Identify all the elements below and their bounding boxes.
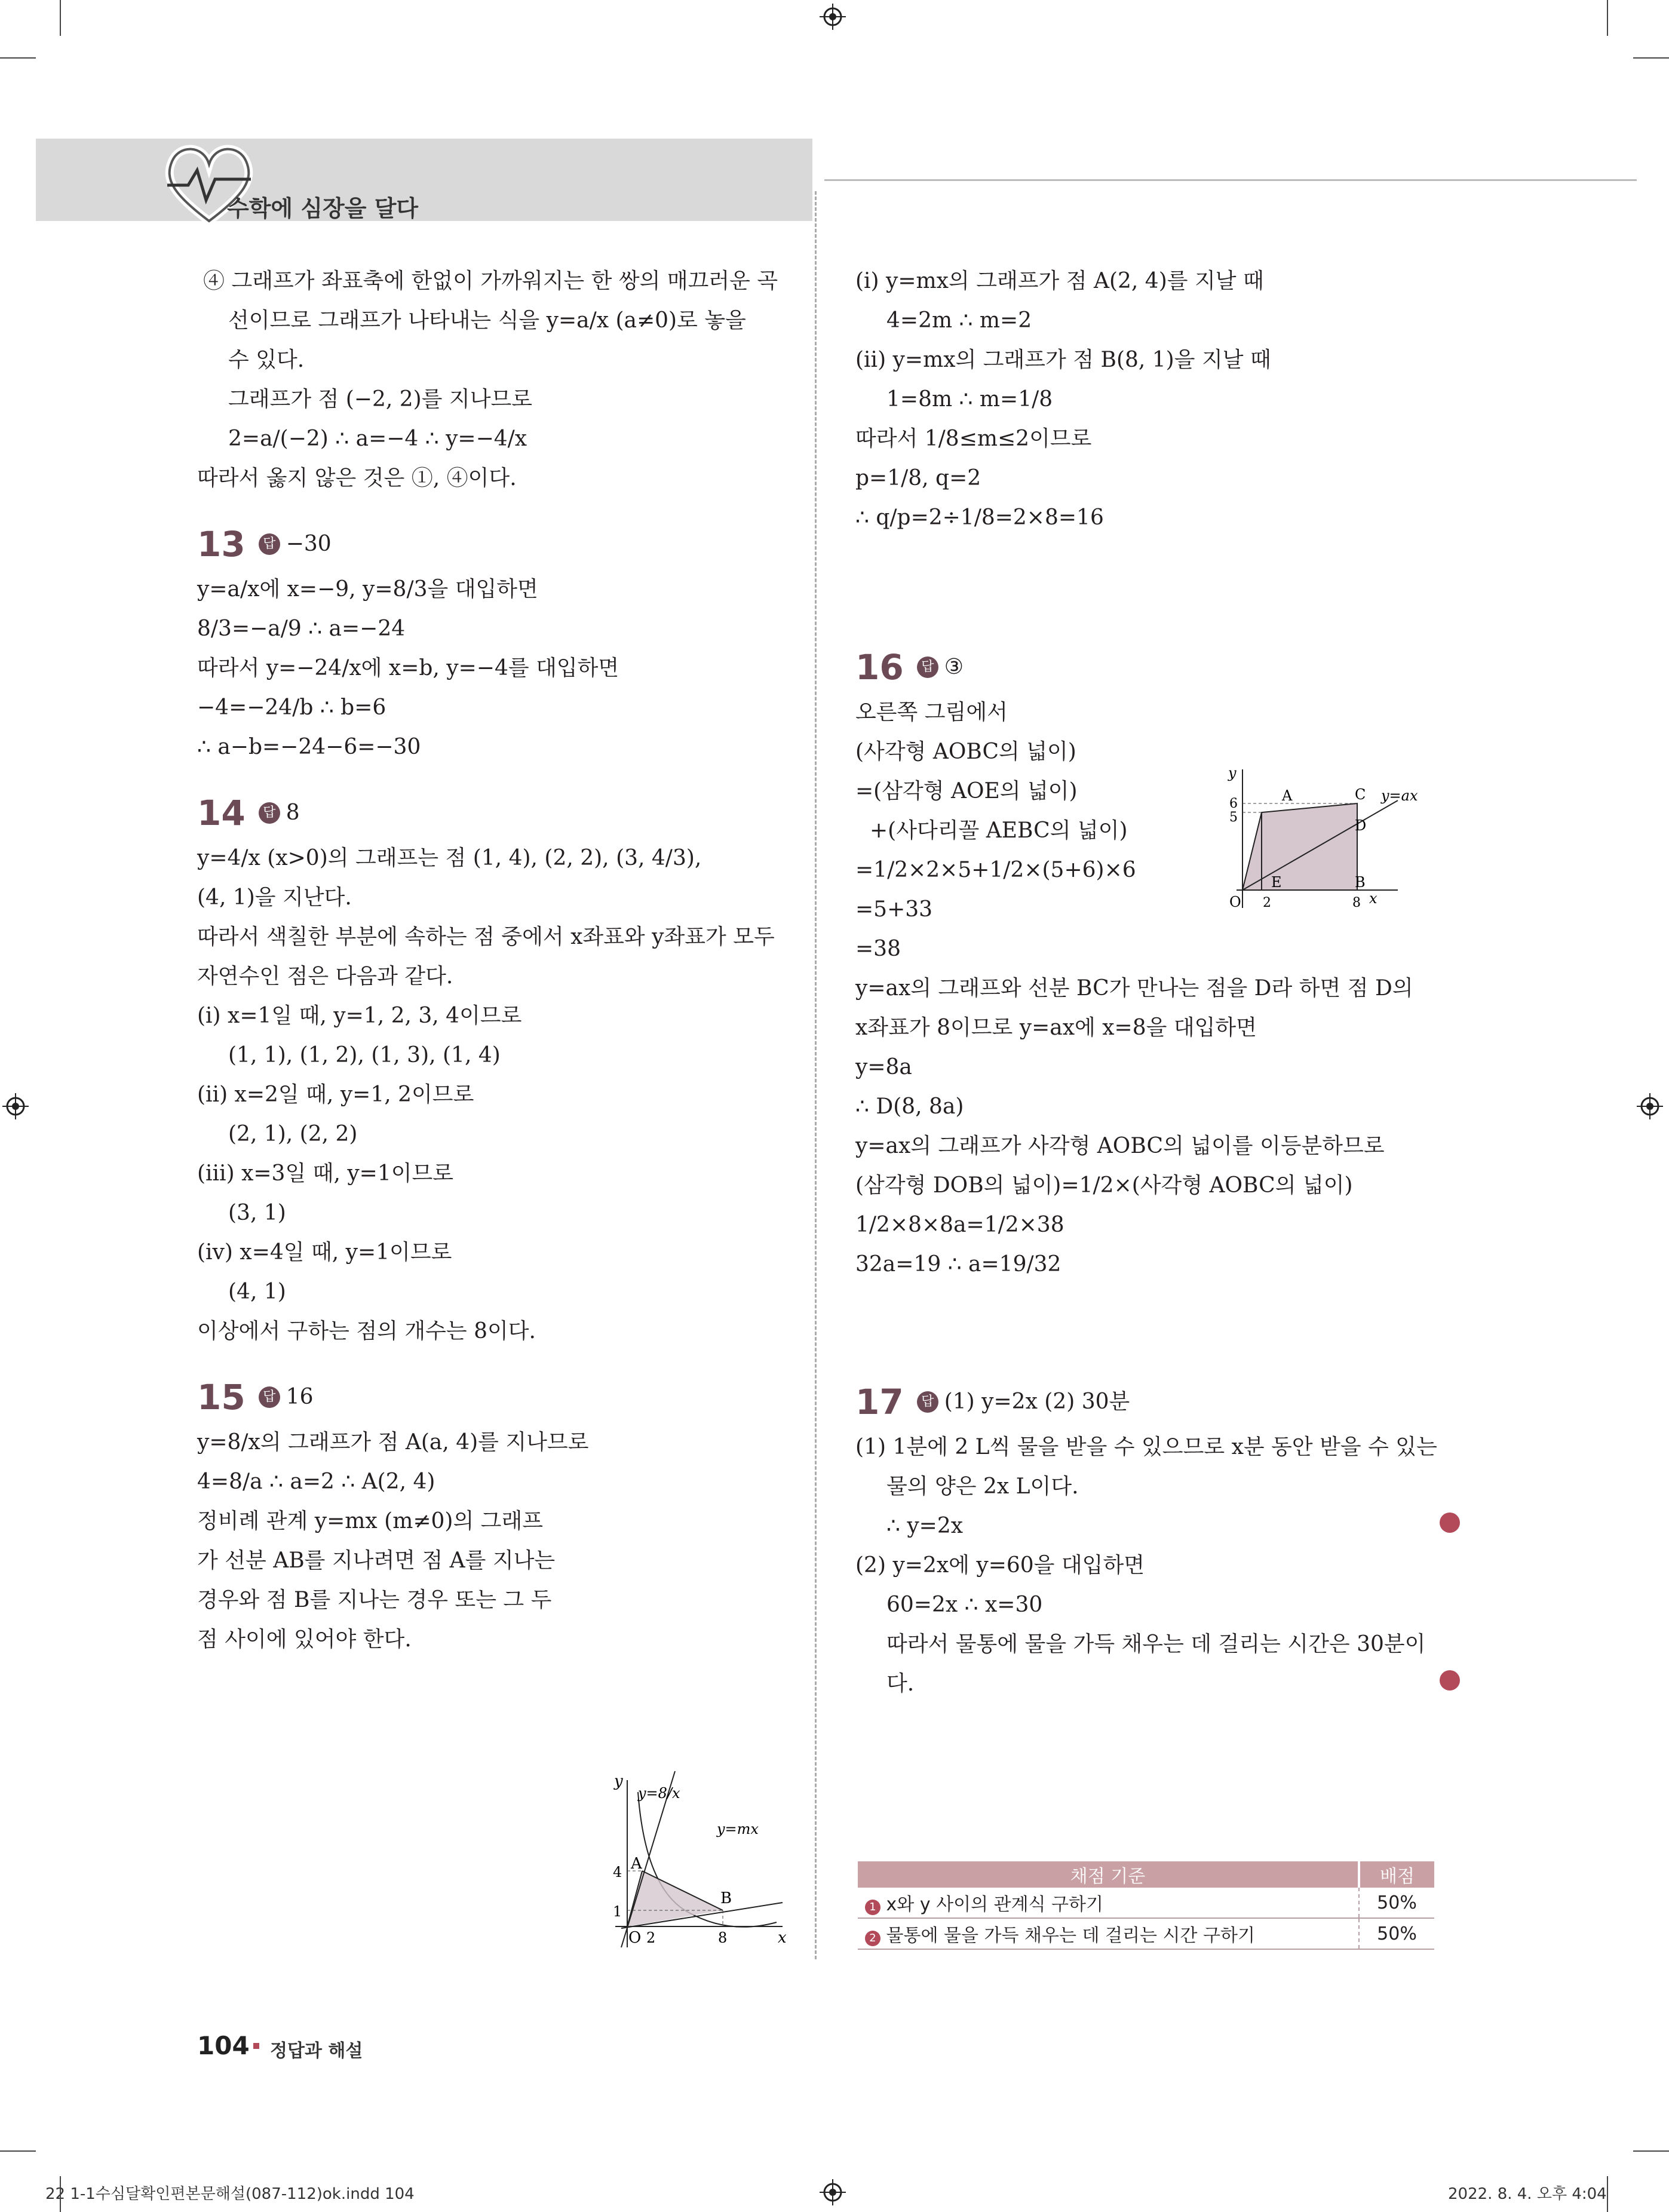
text-line: 4=8/a ∴ a=2 ∴ A(2, 4)	[197, 1469, 435, 1494]
fig-tick-8: 8	[1352, 895, 1361, 910]
text-line: p=1/8, q=2	[855, 466, 981, 490]
q16-number: 16	[855, 647, 904, 688]
text-line: =38	[855, 937, 901, 961]
registration-mark-icon	[1637, 1093, 1663, 1119]
footer-label: 정답과 해설	[270, 2041, 363, 2061]
text-line: 8/3=−a/9 ∴ a=−24	[197, 616, 406, 641]
crop-mark	[60, 0, 61, 36]
text-line: ∴ a−b=−24−6=−30	[197, 735, 421, 759]
text-line: (ⅱ) y=mx의 그래프가 점 B(8, 1)을 지날 때	[855, 348, 1271, 372]
step-1-icon: 1	[865, 1900, 880, 1915]
text-line: ④ 그래프가 좌표축에 한없이 가까워지는 한 쌍의 매끄러운 곡	[203, 269, 778, 293]
fig-line-label: y=ax	[1381, 787, 1418, 804]
fig-point-c: C	[1355, 786, 1366, 803]
text-line: (4, 1)을 지난다.	[197, 885, 352, 910]
fig-point-a: A	[631, 1855, 642, 1873]
text-line: 선이므로 그래프가 나타내는 식을 y=a/x (a≠0)로 놓을	[228, 308, 746, 333]
text-line: (1, 1), (1, 2), (1, 3), (1, 4)	[228, 1043, 501, 1067]
crop-mark	[0, 2150, 36, 2152]
text-line: 점 사이에 있어야 한다.	[197, 1627, 412, 1652]
q15-number: 15	[197, 1377, 246, 1418]
footer-bullet	[253, 2043, 259, 2049]
fig-origin-label: O	[1229, 894, 1241, 910]
fig-y-label: y	[1228, 765, 1237, 781]
text-line	[855, 1664, 1460, 1704]
fig-point-e: E	[1271, 874, 1282, 891]
fig-tick-1: 1	[613, 1903, 622, 1920]
q14-header	[197, 785, 794, 839]
text-line: 따라서 색칠한 부분에 속하는 점 중에서 x좌표와 y좌표가 모두	[197, 925, 775, 949]
text-line: =(삼각형 AOE의 넓이)	[855, 779, 1078, 803]
answer-badge-icon: 답	[259, 533, 280, 555]
q14-number: 14	[197, 793, 246, 833]
q16-graph-figure	[1219, 765, 1446, 914]
answer-badge-icon: 답	[917, 656, 938, 678]
text-line: (ⅰ) y=mx의 그래프가 점 A(2, 4)를 지날 때	[855, 269, 1264, 293]
fig-y-label: y	[614, 1772, 623, 1790]
registration-mark-icon	[2, 1093, 29, 1119]
q17-answer: (1) y=2x (2) 30분	[944, 1389, 1130, 1414]
header-band	[36, 139, 812, 221]
q17-header	[855, 1374, 1453, 1428]
text-line: x좌표가 8이므로 y=ax에 x=8을 대입하면	[855, 1016, 1257, 1040]
text-line: 수 있다.	[228, 348, 305, 372]
fig-point-b: B	[720, 1889, 732, 1907]
right-column	[855, 262, 1453, 1704]
text-line: 따라서 y=−24/x에 x=b, y=−4를 대입하면	[197, 656, 619, 680]
q16-answer: ③	[944, 655, 964, 679]
answer-badge-icon: 답	[259, 802, 280, 824]
q17-end: 다.	[886, 1671, 915, 1696]
text-line: (사각형 AOBC의 넓이)	[855, 740, 1076, 764]
q13-header	[197, 516, 794, 570]
text-line: 따라서 1/8≤m≤2이므로	[855, 427, 1092, 451]
crop-mark	[1633, 57, 1669, 59]
answer-badge-icon: 답	[259, 1386, 280, 1408]
text-line: 1/2×8×8a=1/2×38	[855, 1213, 1064, 1237]
text-line: y=ax의 그래프와 선분 BC가 만나는 점을 D라 하면 점 D의	[855, 976, 1413, 1001]
text-line: y=a/x에 x=−9, y=8/3을 대입하면	[197, 577, 538, 602]
fig-point-a: A	[1282, 787, 1293, 804]
header-brand: 수학에 심장을 달다	[227, 195, 419, 222]
fig-line-label: y=mx	[717, 1821, 759, 1837]
text-line: +(사다리꼴 AEBC의 넓이)	[870, 818, 1128, 843]
text-line: 물의 양은 2x L이다.	[886, 1474, 1079, 1499]
text-line: 2=a/(−2) ∴ a=−4 ∴ y=−4/x	[228, 427, 527, 451]
step-1-icon	[1440, 1512, 1460, 1533]
text-line: 60=2x ∴ x=30	[886, 1593, 1043, 1617]
crop-mark	[1607, 2176, 1608, 2212]
text-line: ∴ D(8, 8a)	[855, 1094, 964, 1119]
text-line: 32a=19 ∴ a=19/32	[855, 1252, 1061, 1277]
text-line: (ⅰ) x=1일 때, y=1, 2, 3, 4이므로	[197, 1004, 522, 1028]
page-number: 104	[197, 2031, 250, 2060]
table-row	[858, 1888, 1434, 1918]
table-row	[858, 1918, 1434, 1949]
text-line: 따라서 옳지 않은 것은 ①, ④이다.	[197, 466, 517, 490]
top-rule	[824, 179, 1637, 181]
text-line: y=8a	[855, 1055, 912, 1079]
text-line: (2) y=2x에 y=60을 대입하면	[855, 1553, 1145, 1578]
q13-answer: −30	[286, 532, 332, 556]
text-line: =1/2×2×5+1/2×(5+6)×6	[855, 858, 1136, 882]
table-cell: 50%	[1359, 1918, 1434, 1949]
registration-mark-icon	[820, 4, 846, 30]
text-line: (ⅳ) x=4일 때, y=1이므로	[197, 1240, 452, 1265]
fig-tick-2: 2	[1263, 895, 1271, 910]
q15-answer: 16	[286, 1385, 314, 1409]
text-line: 1=8m ∴ m=1/8	[886, 387, 1053, 412]
crop-mark	[0, 57, 36, 59]
fig-tick-4: 4	[613, 1864, 622, 1880]
left-column	[197, 262, 794, 1659]
step-2-icon	[1440, 1670, 1460, 1691]
fig-tick-2: 2	[646, 1929, 656, 1946]
q13-number: 13	[197, 524, 246, 564]
crop-mark	[60, 2176, 61, 2212]
fig-point-b: B	[1355, 874, 1366, 891]
text-line: 그래프가 점 (−2, 2)를 지나므로	[228, 387, 533, 412]
text-line	[855, 1507, 1460, 1546]
table-cell: x와 y 사이의 관계식 구하기	[886, 1894, 1103, 1915]
footer-date: 2022. 8. 4. 오후 4:04	[1448, 2185, 1607, 2203]
text-line: (ⅱ) x=2일 때, y=1, 2이므로	[197, 1082, 474, 1107]
text-line: 자연수인 점은 다음과 같다.	[197, 964, 453, 989]
crop-mark	[1607, 0, 1608, 36]
fig-x-label: x	[778, 1929, 787, 1947]
fig-tick-6: 6	[1229, 796, 1238, 811]
text-line: y=4/x (x>0)의 그래프는 점 (1, 4), (2, 2), (3, 4/3),	[197, 846, 702, 870]
text-line: 정비례 관계 y=mx (m≠0)의 그래프	[197, 1509, 543, 1533]
q15-graph-figure	[603, 1768, 789, 1953]
text-line: (삼각형 DOB의 넓이)=1/2×(사각형 AOBC의 넓이)	[855, 1173, 1353, 1198]
fig-curve-label: y=8/x	[638, 1785, 680, 1802]
text-line: 따라서 물통에 물을 가득 채우는 데 걸리는 시간은 30분이	[886, 1632, 1426, 1656]
text-line: ∴ q/p=2÷1/8=2×8=16	[855, 505, 1104, 530]
fig-x-label: x	[1369, 890, 1377, 907]
text-line: (4, 1)	[228, 1280, 286, 1304]
text-line: 가 선분 AB를 지나려면 점 A를 지나는	[197, 1548, 556, 1573]
fig-tick-8: 8	[718, 1929, 728, 1946]
text-line: 오른쪽 그림에서	[855, 700, 1008, 725]
q14-answer: 8	[286, 800, 300, 825]
table-header-score: 배점	[1359, 1861, 1434, 1888]
fig-tick-5: 5	[1229, 810, 1238, 825]
q17-eq1: ∴ y=2x	[886, 1514, 964, 1538]
text-line: 경우와 점 B를 지나는 경우 또는 그 두	[197, 1588, 552, 1612]
step-marker-1	[1440, 1507, 1460, 1546]
text-line: (ⅲ) x=3일 때, y=1이므로	[197, 1161, 454, 1186]
table-header-criterion: 채점 기준	[858, 1861, 1359, 1888]
fig-origin-label: O	[628, 1929, 642, 1947]
text-line: (2, 1), (2, 2)	[228, 1122, 358, 1146]
scoring-table	[858, 1861, 1434, 1950]
crop-mark	[1633, 2150, 1669, 2152]
table-header-row	[858, 1861, 1434, 1888]
q17-number: 17	[855, 1382, 904, 1422]
step-2-icon: 2	[865, 1931, 880, 1946]
q15-header	[197, 1369, 794, 1423]
text-line: y=ax의 그래프가 사각형 AOBC의 넓이를 이등분하므로	[855, 1134, 1385, 1158]
registration-mark-icon	[820, 2179, 846, 2205]
fig-point-d: D	[1355, 817, 1367, 834]
text-line: 이상에서 구하는 점의 개수는 8이다.	[197, 1319, 536, 1343]
text-line: 4=2m ∴ m=2	[886, 308, 1032, 333]
text-line: −4=−24/b ∴ b=6	[197, 695, 386, 720]
column-divider	[815, 191, 817, 1959]
answer-badge-icon: 답	[917, 1391, 938, 1413]
table-cell: 물통에 물을 가득 채우는 데 걸리는 시간 구하기	[886, 1925, 1255, 1946]
q16-header	[855, 639, 1453, 693]
text-line: (1) 1분에 2 L씩 물을 받을 수 있으므로 x분 동안 받을 수 있는	[855, 1435, 1437, 1459]
table-cell: 50%	[1359, 1888, 1434, 1918]
footer-file: 22 1-1수심달확인편본문해설(087-112)ok.indd 104	[45, 2185, 415, 2203]
text-line: =5+33	[855, 897, 933, 922]
text-line: y=8/x의 그래프가 점 A(a, 4)를 지나므로	[197, 1430, 589, 1455]
text-line: (3, 1)	[228, 1201, 286, 1225]
step-marker-2	[1440, 1664, 1460, 1704]
